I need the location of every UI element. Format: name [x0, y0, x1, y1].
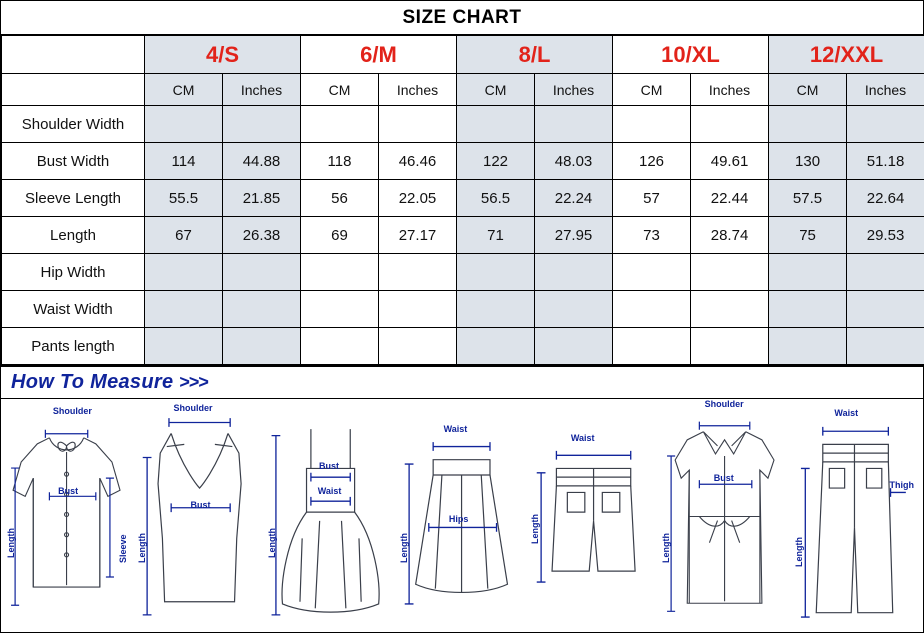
cell	[691, 106, 769, 143]
row-label-pants-length: Pants length	[2, 328, 145, 365]
figure-label: Length	[266, 528, 277, 559]
unit-cm-12xxl: CM	[769, 74, 847, 106]
unit-cm-6m: CM	[301, 74, 379, 106]
cell: 55.5	[145, 180, 223, 217]
figure-label: Shoulder	[704, 398, 744, 409]
cell: 71	[457, 217, 535, 254]
figure-tank-top	[134, 401, 265, 632]
measure-figures-strip	[1, 399, 923, 632]
unit-cm-10xl: CM	[613, 74, 691, 106]
figure-label: Bust	[713, 472, 734, 483]
how-to-measure-header	[1, 365, 923, 399]
table-row	[2, 106, 924, 143]
table-row	[2, 291, 924, 328]
size-header-4s: 4/S	[145, 36, 301, 74]
row-label-sleeve-length: Sleeve Length	[2, 180, 145, 217]
figure-label: Hips	[448, 514, 469, 525]
cell	[847, 328, 924, 365]
unit-cm-8l: CM	[457, 74, 535, 106]
figure-skirt	[396, 401, 527, 632]
pants-illustration	[790, 401, 921, 632]
cell: 56	[301, 180, 379, 217]
figure-shorts	[528, 401, 659, 632]
cell	[301, 328, 379, 365]
cell	[769, 291, 847, 328]
unit-in-8l: Inches	[535, 74, 613, 106]
cell: 22.44	[691, 180, 769, 217]
cell	[847, 254, 924, 291]
cell: 67	[145, 217, 223, 254]
cell	[457, 106, 535, 143]
cell	[379, 291, 457, 328]
cell: 46.46	[379, 143, 457, 180]
figure-pants	[790, 401, 921, 632]
figure-label: Length	[530, 514, 541, 545]
size-header-8l: 8/L	[457, 36, 613, 74]
cell	[691, 254, 769, 291]
cell	[223, 328, 301, 365]
figure-label: Waist	[834, 407, 859, 418]
figure-trench-coat	[659, 398, 790, 632]
cell	[457, 328, 535, 365]
figure-label: Thigh	[889, 479, 914, 490]
cell: 122	[457, 143, 535, 180]
cell: 22.05	[379, 180, 457, 217]
cell: 22.64	[847, 180, 924, 217]
cell	[535, 291, 613, 328]
cell	[457, 254, 535, 291]
cell: 75	[769, 217, 847, 254]
cell: 57	[613, 180, 691, 217]
table-unit-header-row	[2, 74, 924, 106]
cell	[145, 291, 223, 328]
figure-label: Waist	[443, 424, 468, 435]
cell	[847, 106, 924, 143]
row-label-shoulder-width: Shoulder Width	[2, 106, 145, 143]
figure-label: Bust	[190, 500, 211, 511]
figure-label: Length	[5, 528, 16, 559]
figure-skater-dress	[265, 401, 396, 632]
cell	[691, 328, 769, 365]
cell: 73	[613, 217, 691, 254]
figure-label: Length	[661, 532, 672, 563]
cell: 26.38	[223, 217, 301, 254]
figure-label: Bust	[319, 461, 340, 472]
cell: 48.03	[535, 143, 613, 180]
unit-in-12xxl: Inches	[847, 74, 924, 106]
cell	[769, 106, 847, 143]
cell: 69	[301, 217, 379, 254]
how-to-measure-title: How To Measure	[11, 371, 174, 393]
cell	[379, 106, 457, 143]
cell	[535, 106, 613, 143]
cell: 57.5	[769, 180, 847, 217]
blouse-illustration	[3, 401, 134, 632]
table-row	[2, 254, 924, 291]
cell	[613, 106, 691, 143]
cell: 21.85	[223, 180, 301, 217]
cell	[613, 291, 691, 328]
cell	[145, 254, 223, 291]
arrows-icon: >>>	[179, 372, 208, 392]
cell: 126	[613, 143, 691, 180]
cell: 27.17	[379, 217, 457, 254]
figure-label: Waist	[317, 486, 342, 497]
cell	[613, 328, 691, 365]
figure-label: Length	[793, 537, 804, 568]
page-title: SIZE CHART	[1, 1, 923, 35]
row-label-bust-width: Bust Width	[2, 143, 145, 180]
table-size-header-row	[2, 36, 924, 74]
figure-label: Shoulder	[173, 403, 213, 414]
figure-label: Waist	[570, 433, 595, 444]
size-header-6m: 6/M	[301, 36, 457, 74]
cell	[301, 254, 379, 291]
cell	[145, 328, 223, 365]
cell: 22.24	[535, 180, 613, 217]
figure-label: Shoulder	[52, 405, 92, 416]
unit-in-4s: Inches	[223, 74, 301, 106]
skater-dress-illustration	[265, 401, 396, 632]
cell	[223, 254, 301, 291]
row-label-length: Length	[2, 217, 145, 254]
cell	[379, 328, 457, 365]
cell: 114	[145, 143, 223, 180]
cell	[301, 291, 379, 328]
cell	[535, 328, 613, 365]
cell: 29.53	[847, 217, 924, 254]
figure-label: Sleeve	[118, 534, 129, 563]
row-label-hip-width: Hip Width	[2, 254, 145, 291]
table-row	[2, 180, 924, 217]
cell	[847, 291, 924, 328]
cell	[769, 328, 847, 365]
cell: 51.18	[847, 143, 924, 180]
table-row	[2, 217, 924, 254]
unit-corner-cell	[2, 74, 145, 106]
trench-coat-illustration	[659, 398, 790, 632]
cell	[223, 291, 301, 328]
cell	[535, 254, 613, 291]
cell: 118	[301, 143, 379, 180]
cell	[769, 254, 847, 291]
cell: 56.5	[457, 180, 535, 217]
table-row	[2, 328, 924, 365]
size-header-10xl: 10/XL	[613, 36, 769, 74]
unit-in-6m: Inches	[379, 74, 457, 106]
figure-blouse	[3, 401, 134, 632]
size-chart-table	[1, 35, 924, 365]
cell	[691, 291, 769, 328]
cell	[613, 254, 691, 291]
figure-label: Bust	[58, 486, 79, 497]
cell	[457, 291, 535, 328]
cell	[223, 106, 301, 143]
cell: 49.61	[691, 143, 769, 180]
cell	[301, 106, 379, 143]
figure-label: Length	[136, 532, 147, 563]
cell: 130	[769, 143, 847, 180]
cell	[145, 106, 223, 143]
cell: 44.88	[223, 143, 301, 180]
size-header-12xxl: 12/XXL	[769, 36, 924, 74]
row-label-waist-width: Waist Width	[2, 291, 145, 328]
tank-top-illustration	[134, 401, 265, 632]
unit-cm-4s: CM	[145, 74, 223, 106]
cell	[379, 254, 457, 291]
cell: 27.95	[535, 217, 613, 254]
cell: 28.74	[691, 217, 769, 254]
table-row	[2, 143, 924, 180]
corner-cell	[2, 36, 145, 74]
figure-label: Length	[399, 532, 410, 563]
unit-in-10xl: Inches	[691, 74, 769, 106]
